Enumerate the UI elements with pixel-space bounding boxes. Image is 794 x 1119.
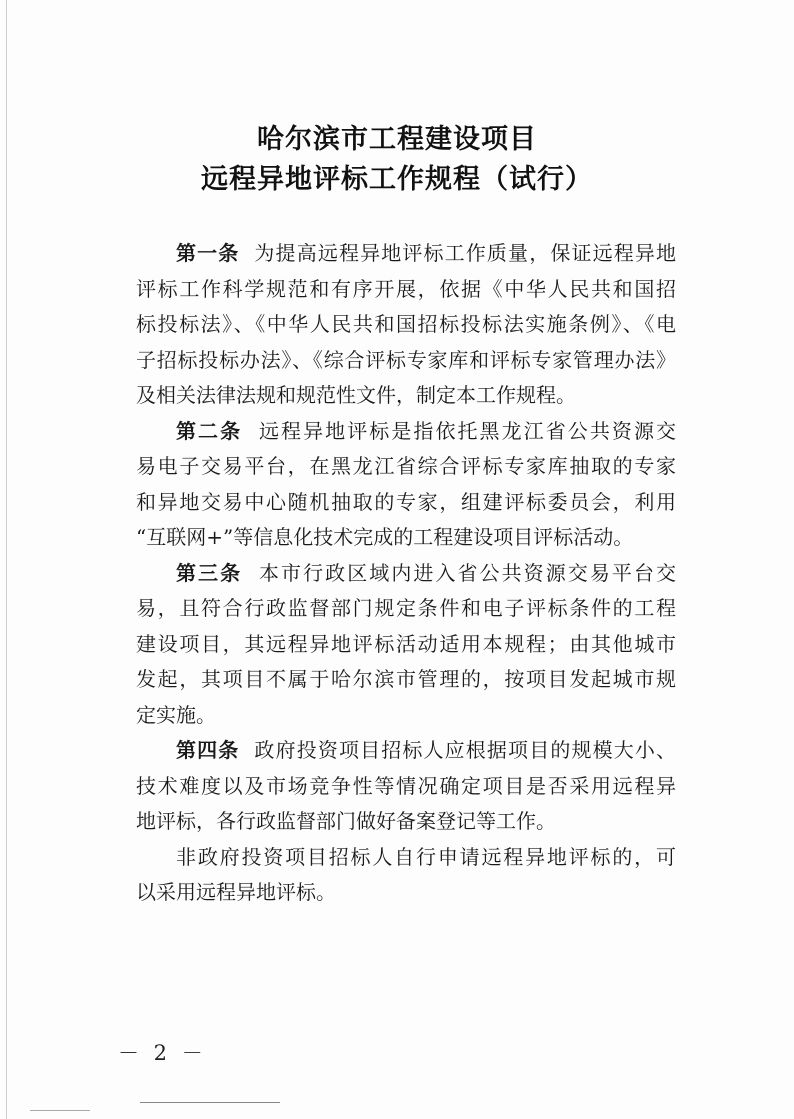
article-text: 政府投资项目招标人应根据项目的规模大小、 xyxy=(254,738,677,762)
article-line: 评标工作科学规范和有序开展，依据《中华人民共和国招 xyxy=(136,276,676,301)
article-line: 及相关法律法规和规范性文件，制定本工作规程。 xyxy=(136,383,576,407)
extra-paragraph xyxy=(136,840,676,911)
paragraph-line: 非政府投资项目招标人自行申请远程异地评标的，可 xyxy=(176,844,676,869)
article-line: 地评标，各行政监督部门做好备案登记等工作。 xyxy=(136,809,556,833)
article-line: 易电子交易平台，在黑龙江省综合评标专家库抽取的专家 xyxy=(136,454,676,478)
article-3 xyxy=(136,556,676,734)
article-line: 发起，其项目不属于哈尔滨市管理的，按项目发起城市规 xyxy=(136,667,676,691)
page-number: － 2 － xyxy=(118,1041,207,1065)
scan-artifact-line xyxy=(140,1102,280,1103)
article-line xyxy=(136,414,676,450)
article-text: 远程异地评标是指依托黑龙江省公共资源交 xyxy=(259,418,677,443)
article-1 xyxy=(136,236,676,414)
article-line: “互联网+”等信息化技术完成的工程建设项目评标活动。 xyxy=(136,525,634,549)
article-label: 第一条 xyxy=(176,241,240,265)
scan-artifact-line xyxy=(30,1110,90,1111)
document-title-line-1: 哈尔滨市工程建设项目 xyxy=(257,124,537,155)
article-2 xyxy=(136,414,676,556)
article-line xyxy=(136,733,676,769)
article-line: 建设项目，其远程异地评标活动适用本规程；由其他城市 xyxy=(136,631,676,656)
article-line: 易，且符合行政监督部门规定条件和电子评标条件的工程 xyxy=(136,596,676,620)
article-line xyxy=(136,556,676,592)
article-label: 第二条 xyxy=(176,418,243,443)
article-label: 第三条 xyxy=(176,560,243,585)
article-line: 子招标投标办法》、《综合评标专家库和评标专家管理办法》 xyxy=(136,347,676,372)
article-line: 标投标法》、《中华人民共和国招标投标法实施条例》、《电 xyxy=(136,312,676,336)
document-title-line-2: 远程异地评标工作规程（试行） xyxy=(201,164,593,195)
article-text: 本市行政区域内进入省公共资源交易平台交 xyxy=(259,560,677,585)
document-body xyxy=(136,236,676,911)
article-4 xyxy=(136,733,676,840)
article-line xyxy=(136,236,676,272)
article-line: 技术难度以及市场竞争性等情况确定项目是否采用远程异 xyxy=(136,773,676,798)
article-label: 第四条 xyxy=(176,738,240,762)
article-line: 定实施。 xyxy=(136,702,216,727)
paragraph-line: 以采用远程异地评标。 xyxy=(136,880,336,904)
article-text: 为提高远程异地评标工作质量，保证远程异地 xyxy=(254,241,677,265)
article-line: 和异地交易中心随机抽取的专家，组建评标委员会，利用 xyxy=(136,489,676,514)
